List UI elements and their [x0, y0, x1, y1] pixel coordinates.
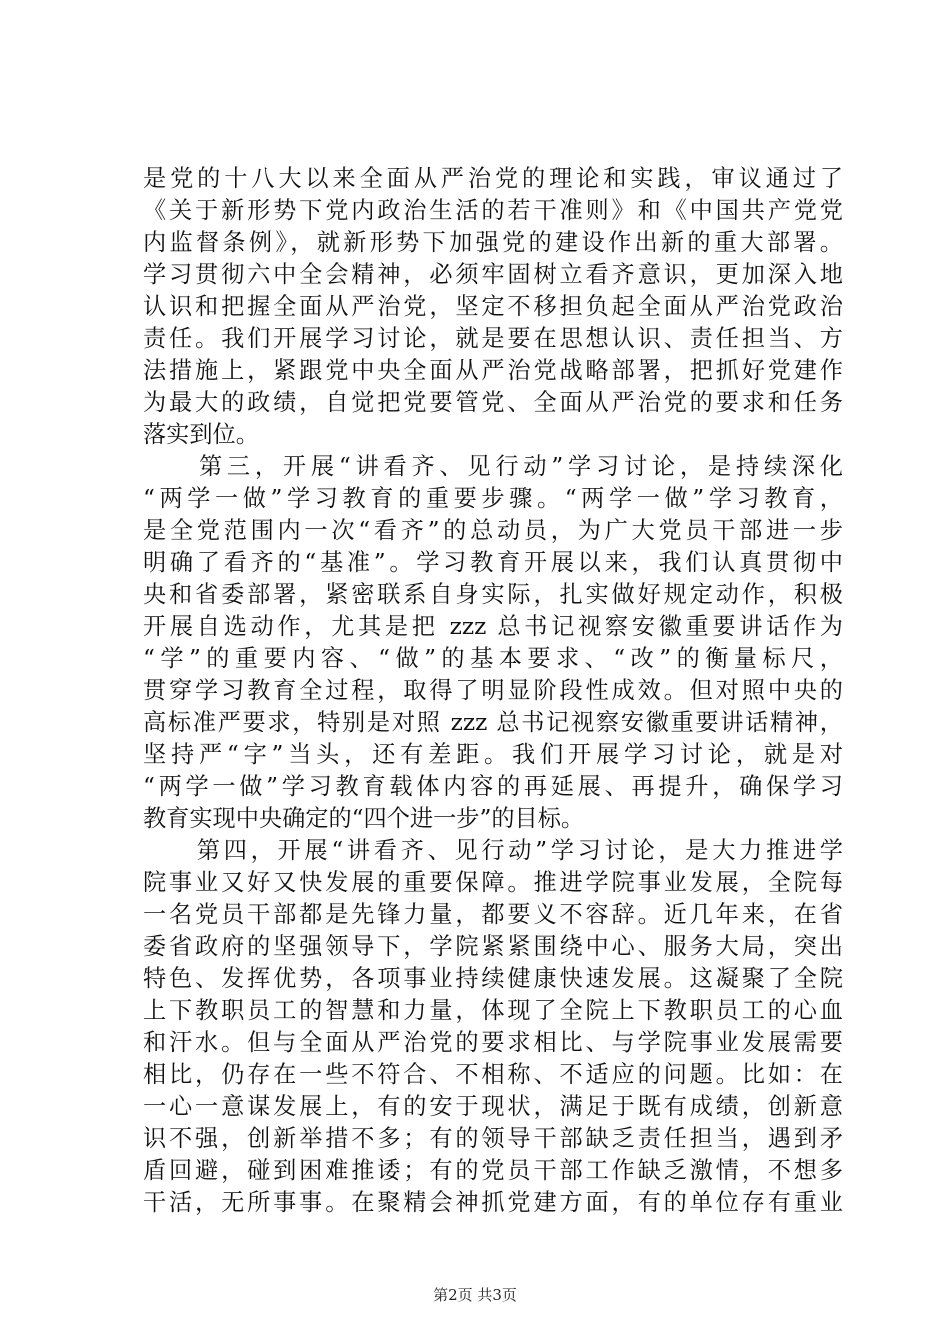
- page-number-label: 第2页 共3页: [433, 1286, 517, 1304]
- text-line: 坚持严“字”当头，还有差距。我们开展学习讨论，就是对: [143, 741, 843, 768]
- text-line: 一名党员干部都是先锋力量，都要义不容辞。近几年来，在省: [143, 901, 843, 928]
- text-line: 明确了看齐的“基准”。学习教育开展以来，我们认真贯彻中: [143, 549, 843, 576]
- text-line: 委省政府的坚强领导下，学院紧紧围绕中心、服务大局，突出: [143, 933, 843, 960]
- text-line: 教育实现中央确定的“四个进一步”的目标。: [143, 805, 585, 832]
- text-line: 内监督条例》，就新形势下加强党的建设作出新的重大部署。: [143, 229, 843, 256]
- text-line: 责任。我们开展学习讨论，就是要在思想认识、责任担当、方: [143, 325, 843, 352]
- text-line: 为最大的政绩，自觉把党要管党、全面从严治党的要求和任务: [143, 389, 843, 416]
- text-line: 认识和把握全面从严治党，坚定不移担负起全面从严治党政治: [143, 293, 843, 320]
- text-line: 法措施上，紧跟党中央全面从严治党战略部署，把抓好党建作: [143, 357, 843, 384]
- text-line: 是党的十八大以来全面从严治党的理论和实践，审议通过了: [143, 165, 843, 192]
- text-line: “学”的重要内容、“做”的基本要求、“改”的衡量标尺，: [143, 645, 843, 672]
- text-line: 相比，仍存在一些不符合、不相称、不适应的问题。比如：在: [143, 1061, 843, 1088]
- text-line: 一心一意谋发展上，有的安于现状，满足于既有成绩，创新意: [143, 1093, 843, 1120]
- text-line: 贯穿学习教育全过程，取得了明显阶段性成效。但对照中央的: [143, 677, 843, 704]
- text-line: 干活，无所事事。在聚精会神抓党建方面，有的单位存有重业: [143, 1189, 843, 1216]
- text-line: 央和省委部署，紧密联系自身实际，扎实做好规定动作，积极: [143, 581, 843, 608]
- text-line: 是全党范围内一次“看齐”的总动员，为广大党员干部进一步: [143, 517, 843, 544]
- text-line: 院事业又好又快发展的重要保障。推进学院事业发展，全院每: [143, 869, 843, 896]
- text-line: “两学一做”学习教育载体内容的再延展、再提升，确保学习: [143, 773, 843, 800]
- text-line: 学习贯彻六中全会精神，必须牢固树立看齐意识，更加深入地: [143, 261, 843, 288]
- text-line: 特色、发挥优势，各项事业持续健康快速发展。这凝聚了全院: [143, 965, 843, 992]
- text-line: 识不强，创新举措不多；有的领导干部缺乏责任担当，遇到矛: [143, 1125, 843, 1152]
- text-line: 和汗水。但与全面从严治党的要求相比、与学院事业发展需要: [143, 1029, 843, 1056]
- text-line: 开展自选动作，尤其是把 zzz 总书记视察安徽重要讲话作为: [143, 613, 843, 640]
- text-line: 第四，开展“讲看齐、见行动”学习讨论，是大力推进学: [143, 837, 843, 864]
- text-line: 落实到位。: [143, 421, 259, 448]
- page-footer: [0, 1285, 950, 1305]
- text-line: 高标准严要求，特别是对照 zzz 总书记视察安徽重要讲话精神，: [143, 709, 843, 736]
- text-line: 盾回避，碰到困难推诿；有的党员干部工作缺乏激情，不想多: [143, 1157, 843, 1184]
- text-line: 《关于新形势下党内政治生活的若干准则》和《中国共产党党: [143, 197, 843, 224]
- text-line: 第三，开展“讲看齐、见行动”学习讨论，是持续深化: [143, 453, 843, 480]
- text-line: “两学一做”学习教育的重要步骤。“两学一做”学习教育，: [143, 485, 843, 512]
- document-body: [143, 163, 843, 1219]
- text-line: 上下教职员工的智慧和力量，体现了全院上下教职员工的心血: [143, 997, 843, 1024]
